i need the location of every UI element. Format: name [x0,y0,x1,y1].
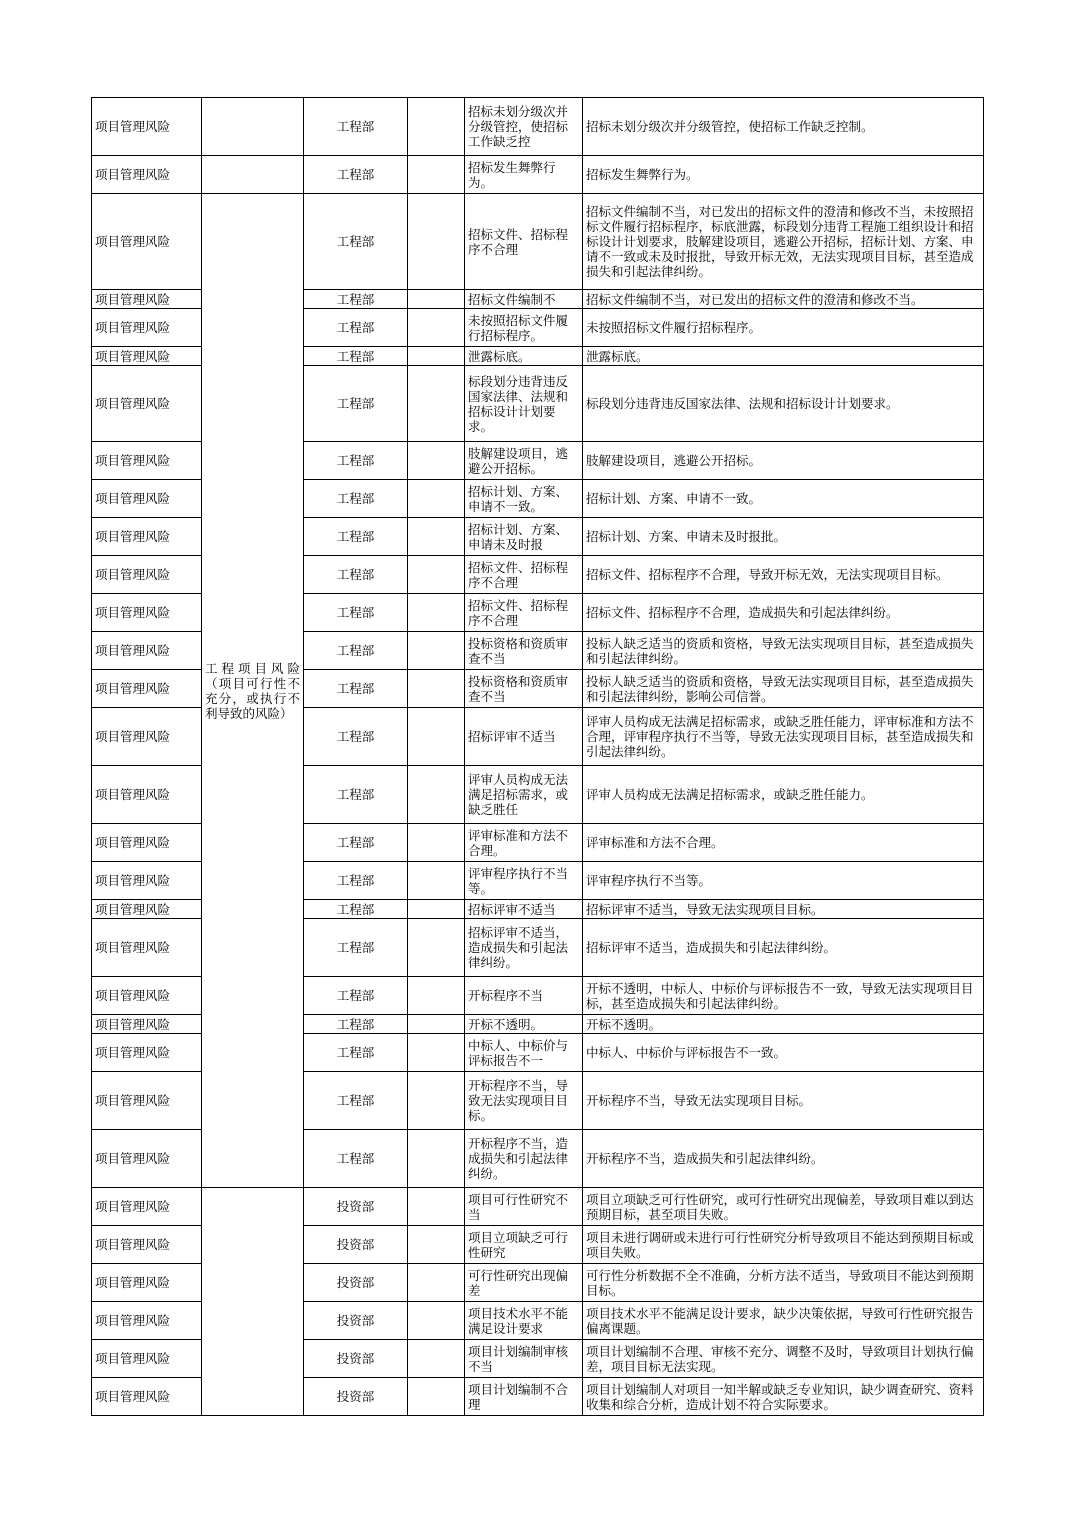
blank-cell [408,900,465,919]
risk-description-cell [583,708,984,766]
risk-type-cell: 项目管理风险 [92,594,202,632]
risk-type-cell: 项目管理风险 [92,556,202,594]
risk-description-cell [583,919,984,977]
risk-category-cell [202,98,304,156]
risk-event-cell-text: 标段划分违背违反国家法律、法规和招标设计计划要求。 [468,373,569,434]
blank-cell [408,480,465,518]
risk-event-cell [465,594,583,632]
risk-description-cell-text: 项目未进行调研或未进行可行性研究分析导致项目不能达到预期目标或项目失败。 [586,1229,974,1260]
risk-description-cell [583,1302,984,1340]
risk-type-cell: 项目管理风险 [92,1188,202,1226]
risk-event-cell [465,1015,583,1034]
risk-description-cell-text: 招标文件编制不当，对已发出的招标文件的澄清和修改不当，未按照招标文件履行招标程序，标底泄露，标段划分违背工程施工组织设计和招标设计计划要求，肢解建设项目，逃避公开招标，招标计划、方案、申请不一致或未及时报批，导致开标无效，无法实现项目目标，甚至造成损失和引起法律纠纷。 [586,204,974,279]
department-cell: 工程部 [304,518,408,556]
risk-event-cell [465,290,583,309]
risk-description-cell [583,480,984,518]
risk-description-cell-text: 标段划分违背违反国家法律、法规和招标设计计划要求。 [586,396,899,411]
blank-cell [408,1226,465,1264]
risk-event-cell-text: 招标评审不适当 [468,729,556,744]
department-cell: 工程部 [304,670,408,708]
risk-description-cell-text: 项目技术水平不能满足设计要求，缺少决策依据，导致可行性研究报告偏离课题。 [586,1305,974,1336]
blank-cell [408,1034,465,1072]
table-row [92,98,984,156]
risk-description-cell-text: 招标评审不适当，导致无法实现项目目标。 [586,901,824,917]
risk-type-cell: 项目管理风险 [92,632,202,670]
department-cell: 投资部 [304,1302,408,1340]
risk-event-cell-text: 项目技术水平不能满足设计要求 [468,1305,569,1336]
department-cell: 工程部 [304,290,408,309]
risk-description-cell-text: 招标文件、招标程序不合理，造成损失和引起法律纠纷。 [586,605,899,620]
department-cell: 工程部 [304,1072,408,1130]
risk-description-cell [583,1130,984,1188]
risk-event-cell [465,824,583,862]
department-cell: 工程部 [304,708,408,766]
risk-description-cell-text: 未按照招标文件履行招标程序。 [586,320,762,335]
risk-event-cell [465,194,583,290]
risk-event-cell-text: 开标不透明。 [468,1016,544,1032]
department-cell: 投资部 [304,1340,408,1378]
risk-type-cell: 项目管理风险 [92,1226,202,1264]
risk-description-cell [583,309,984,347]
risk-description-cell [583,1264,984,1302]
department-cell: 工程部 [304,1034,408,1072]
department-cell: 工程部 [304,900,408,919]
risk-description-cell-text: 招标未划分级次并分级管控，使招标工作缺乏控制。 [586,119,874,134]
risk-type-cell: 项目管理风险 [92,766,202,824]
department-cell: 工程部 [304,366,408,442]
risk-type-cell: 项目管理风险 [92,309,202,347]
risk-type-cell: 项目管理风险 [92,442,202,480]
blank-cell [408,1264,465,1302]
risk-type-cell: 项目管理风险 [92,1302,202,1340]
blank-cell [408,1188,465,1226]
risk-event-cell-text: 投标资格和资质审查不当 [468,635,569,666]
risk-type-cell: 项目管理风险 [92,900,202,919]
blank-cell [408,862,465,900]
risk-description-cell-text: 开标程序不当，导致无法实现项目目标。 [586,1093,812,1108]
risk-description-cell-text: 开标程序不当，造成损失和引起法律纠纷。 [586,1151,824,1166]
risk-event-cell-text: 招标文件、招标程序不合理 [468,226,569,257]
risk-category-cell [202,156,304,194]
risk-type-cell: 项目管理风险 [92,708,202,766]
risk-description-cell [583,366,984,442]
blank-cell [408,919,465,977]
risk-event-cell [465,556,583,594]
blank-cell [408,1340,465,1378]
department-cell: 工程部 [304,194,408,290]
risk-type-cell: 项目管理风险 [92,366,202,442]
risk-description-cell [583,98,984,156]
risk-description-cell-text: 评审程序执行不当等。 [586,873,712,888]
risk-event-cell-text: 项目立项缺乏可行性研究 [468,1229,569,1260]
risk-table-body [92,98,984,1416]
risk-description-cell-text: 中标人、中标价与评标报告不一致。 [586,1045,787,1060]
risk-type-cell: 项目管理风险 [92,1378,202,1416]
risk-event-cell [465,1226,583,1264]
risk-description-cell [583,766,984,824]
blank-cell [408,156,465,194]
risk-description-cell [583,290,984,309]
risk-event-cell [465,480,583,518]
risk-type-cell: 项目管理风险 [92,480,202,518]
blank-cell [408,824,465,862]
department-cell: 工程部 [304,480,408,518]
risk-description-cell [583,1378,984,1416]
risk-event-cell [465,366,583,442]
risk-description-cell [583,442,984,480]
blank-cell [408,1130,465,1188]
risk-event-cell-text: 招标评审不适当 [468,901,556,917]
blank-cell [408,366,465,442]
risk-type-cell: 项目管理风险 [92,156,202,194]
blank-cell [408,290,465,309]
risk-description-cell [583,824,984,862]
risk-event-cell [465,442,583,480]
risk-description-cell [583,556,984,594]
blank-cell [408,1072,465,1130]
risk-event-cell [465,1130,583,1188]
risk-event-cell-text: 项目计划编制不合理 [468,1381,569,1412]
risk-description-cell [583,1034,984,1072]
blank-cell [408,98,465,156]
department-cell: 工程部 [304,632,408,670]
risk-type-cell: 项目管理风险 [92,1034,202,1072]
risk-event-cell-text: 开标程序不当 [468,988,544,1003]
risk-event-cell-text: 未按照招标文件履行招标程序。 [468,312,569,343]
risk-description-cell [583,1188,984,1226]
risk-description-cell [583,862,984,900]
risk-description-cell-text: 泄露标底。 [586,348,649,364]
risk-event-cell-text: 项目可行性研究不当 [468,1191,569,1222]
risk-event-cell-text: 开标程序不当，造成损失和引起法律纠纷。 [468,1136,569,1181]
risk-event-cell [465,1378,583,1416]
risk-description-cell [583,194,984,290]
risk-description-cell-text: 开标不透明，中标人、中标价与评标报告不一致，导致无法实现项目目标，甚至造成损失和引起法律纠纷。 [586,980,974,1011]
risk-event-cell [465,309,583,347]
risk-description-cell-text: 肢解建设项目，逃避公开招标。 [586,453,762,468]
risk-description-cell [583,670,984,708]
department-cell: 工程部 [304,442,408,480]
risk-event-cell [465,518,583,556]
risk-type-cell: 项目管理风险 [92,824,202,862]
risk-event-cell-text: 招标计划、方案、申请未及时报 [468,521,569,552]
risk-event-cell [465,1302,583,1340]
risk-type-cell: 项目管理风险 [92,1130,202,1188]
risk-type-cell: 项目管理风险 [92,919,202,977]
risk-description-cell-text: 投标人缺乏适当的资质和资格，导致无法实现项目目标，甚至造成损失和引起法律纠纷。 [586,635,974,666]
risk-description-cell-text: 评审标准和方法不合理。 [586,835,724,850]
blank-cell [408,977,465,1015]
risk-event-cell [465,1340,583,1378]
risk-description-cell [583,632,984,670]
risk-description-cell [583,347,984,366]
risk-description-cell-text: 招标发生舞弊行为。 [586,167,699,182]
risk-type-cell: 项目管理风险 [92,1015,202,1034]
risk-event-cell [465,98,583,156]
risk-description-cell [583,1015,984,1034]
department-cell: 投资部 [304,1264,408,1302]
department-cell: 工程部 [304,919,408,977]
risk-event-cell-text: 评审标准和方法不合理。 [468,827,569,858]
risk-description-cell-text: 评审人员构成无法满足招标需求，或缺乏胜任能力，评审标准和方法不合理，评审程序执行不当等，导致无法实现项目目标，甚至造成损失和引起法律纠纷。 [586,714,974,759]
risk-description-cell-text: 招标文件编制不当，对已发出的招标文件的澄清和修改不当。 [586,291,924,307]
risk-event-cell [465,862,583,900]
risk-event-cell-text: 招标文件、招标程序不合理 [468,559,569,590]
risk-event-cell [465,1264,583,1302]
department-cell: 投资部 [304,1226,408,1264]
risk-description-cell [583,594,984,632]
risk-description-cell [583,518,984,556]
department-cell: 工程部 [304,977,408,1015]
risk-category-cell: 工程项目风险（项目可行性不充分，或执行不利导致的风险） [202,194,304,1188]
risk-description-cell [583,1226,984,1264]
risk-event-cell-text: 招标未划分级次并分级管控，使招标工作缺乏控 [468,104,569,149]
department-cell: 工程部 [304,1015,408,1034]
risk-description-cell [583,900,984,919]
risk-event-cell [465,1072,583,1130]
risk-event-cell-text: 中标人、中标价与评标报告不一 [468,1037,569,1068]
risk-type-cell: 项目管理风险 [92,1072,202,1130]
risk-type-cell: 项目管理风险 [92,977,202,1015]
department-cell: 投资部 [304,1378,408,1416]
risk-type-cell: 项目管理风险 [92,98,202,156]
blank-cell [408,347,465,366]
risk-description-cell [583,1072,984,1130]
risk-description-cell-text: 评审人员构成无法满足招标需求，或缺乏胜任能力。 [586,787,874,802]
table-row [92,194,984,290]
department-cell: 投资部 [304,1188,408,1226]
department-cell: 工程部 [304,766,408,824]
risk-event-cell [465,670,583,708]
risk-event-cell [465,1188,583,1226]
risk-event-cell-text: 招标文件、招标程序不合理 [468,597,569,628]
risk-event-cell [465,347,583,366]
department-cell: 工程部 [304,862,408,900]
risk-event-cell-text: 招标计划、方案、申请不一致。 [468,483,569,514]
risk-event-cell [465,766,583,824]
risk-description-cell-text: 招标计划、方案、申请未及时报批。 [586,529,787,544]
risk-description-cell-text: 招标文件、招标程序不合理，导致开标无效，无法实现项目目标。 [586,567,949,582]
blank-cell [408,309,465,347]
blank-cell [408,518,465,556]
risk-event-cell-text: 招标评审不适当，造成损失和引起法律纠纷。 [468,925,569,970]
risk-event-cell-text: 招标发生舞弊行为。 [468,159,556,190]
blank-cell [408,594,465,632]
risk-event-cell-text: 招标文件编制不 [468,291,556,307]
blank-cell [408,556,465,594]
blank-cell [408,708,465,766]
risk-type-cell: 项目管理风险 [92,194,202,290]
risk-description-cell-text: 招标评审不适当，造成损失和引起法律纠纷。 [586,940,837,955]
risk-description-cell-text: 投标人缺乏适当的资质和资格，导致无法实现项目目标，甚至造成损失和引起法律纠纷，影响公司信誉。 [586,673,974,704]
risk-event-cell [465,919,583,977]
table-row [92,1188,984,1226]
risk-event-cell [465,900,583,919]
blank-cell [408,194,465,290]
risk-event-cell-text: 可行性研究出现偏差 [468,1267,569,1298]
risk-event-cell-text: 开标程序不当，导致无法实现项目目标。 [468,1078,569,1123]
risk-event-cell [465,156,583,194]
risk-event-cell-text: 评审人员构成无法满足招标需求，或缺乏胜任 [468,772,569,817]
risk-type-cell: 项目管理风险 [92,290,202,309]
risk-type-cell: 项目管理风险 [92,1264,202,1302]
department-cell: 工程部 [304,309,408,347]
risk-description-cell-text: 开标不透明。 [586,1016,662,1032]
blank-cell [408,670,465,708]
risk-description-cell [583,1340,984,1378]
risk-type-cell: 项目管理风险 [92,347,202,366]
blank-cell [408,1015,465,1034]
department-cell: 工程部 [304,824,408,862]
risk-description-cell-text: 可行性分析数据不全不准确，分析方法不适当，导致项目不能达到预期目标。 [586,1267,974,1298]
risk-description-cell [583,977,984,1015]
department-cell: 工程部 [304,98,408,156]
blank-cell [408,1378,465,1416]
risk-type-cell: 项目管理风险 [92,862,202,900]
risk-event-cell [465,1034,583,1072]
risk-event-cell-text: 投标资格和资质审查不当 [468,673,569,704]
risk-table [91,97,984,1416]
risk-event-cell-text: 泄露标底。 [468,348,531,364]
blank-cell [408,442,465,480]
department-cell: 工程部 [304,156,408,194]
blank-cell [408,766,465,824]
blank-cell [408,1302,465,1340]
risk-event-cell [465,977,583,1015]
risk-description-cell [583,156,984,194]
department-cell: 工程部 [304,594,408,632]
risk-event-cell [465,708,583,766]
department-cell: 工程部 [304,556,408,594]
risk-event-cell-text: 评审程序执行不当等。 [468,865,569,896]
risk-description-cell-text: 项目立项缺乏可行性研究，或可行性研究出现偏差，导致项目难以到达预期目标，甚至项目失败。 [586,1191,974,1222]
risk-type-cell: 项目管理风险 [92,518,202,556]
risk-description-cell-text: 招标计划、方案、申请不一致。 [586,491,762,506]
table-row [92,156,984,194]
risk-category-cell [202,1188,304,1416]
risk-type-cell: 项目管理风险 [92,1340,202,1378]
risk-event-cell [465,632,583,670]
risk-description-cell-text: 项目计划编制人对项目一知半解或缺乏专业知识，缺少调查研究、资料收集和综合分析，造成计划不符合实际要求。 [586,1381,974,1412]
department-cell: 工程部 [304,347,408,366]
department-cell: 工程部 [304,1130,408,1188]
risk-event-cell-text: 项目计划编制审核不当 [468,1343,569,1374]
risk-event-cell-text: 肢解建设项目，逃避公开招标。 [468,445,569,476]
risk-description-cell-text: 项目计划编制不合理、审核不充分、调整不及时，导致项目计划执行偏差，项目目标无法实现。 [586,1343,974,1374]
blank-cell [408,632,465,670]
risk-type-cell: 项目管理风险 [92,670,202,708]
